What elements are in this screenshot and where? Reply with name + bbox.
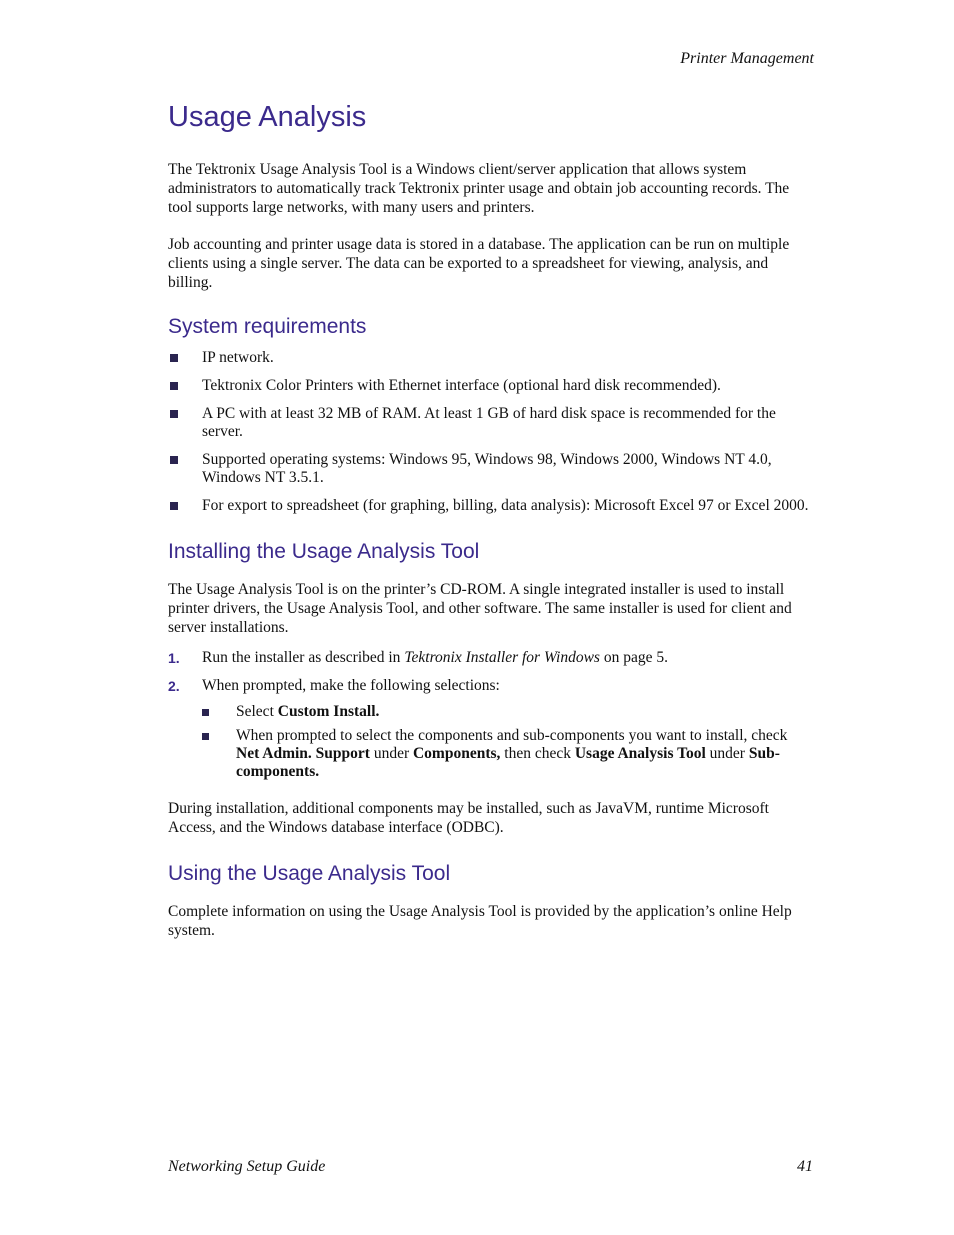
bullet-square-icon [170, 502, 178, 510]
page-number: 41 [797, 1158, 813, 1175]
intro-paragraph-1: The Tektronix Usage Analysis Tool is a Windows client/server application that allows system administrators to automatically track Tektronix printer usage and obtain job accounting records. The tool supports large networks, with many users and printers. [168, 160, 790, 216]
list-item: For export to spreadsheet (for graphing, billing, data analysis): Microsoft Excel 97 or Excel 2000. [168, 497, 813, 515]
bullet-square-icon [202, 733, 209, 740]
bullet-square-icon [170, 354, 178, 362]
using-paragraph: Complete information on using the Usage Analysis Tool is provided by the application’s online Help system. [168, 903, 792, 940]
list-item: Select Custom Install. [202, 703, 813, 721]
step-number: 2. [168, 678, 180, 695]
installation-note: During installation, additional components may be installed, such as JavaVM, runtime Microsoft Access, and the Windows database interface (ODBC). [168, 800, 769, 837]
bullet-square-icon [170, 382, 178, 390]
using-heading: Using the Usage Analysis Tool [168, 862, 451, 886]
page-title: Usage Analysis [168, 101, 367, 133]
step-number: 1. [168, 650, 180, 667]
intro-paragraph-2: Job accounting and printer usage data is stored in a database. The application can be run on multiple clients using a single server. The data can be exported to a spreadsheet for viewing, analysis, and billing. [168, 235, 790, 291]
requirements-list [168, 349, 813, 515]
installer-reference: Tektronix Installer for Windows [404, 649, 600, 667]
bullet-square-icon [202, 709, 209, 716]
list-item: A PC with at least 32 MB of RAM. At least 1 GB of hard disk space is recommended for the server. [168, 405, 813, 441]
bullet-square-icon [170, 456, 178, 464]
list-item: Supported operating systems: Windows 95, Windows 98, Windows 2000, Windows NT 4.0, Windows NT 3.5.1. [168, 451, 813, 487]
guide-title: Networking Setup Guide [168, 1158, 326, 1175]
step-2: 2. When prompted, make the following selections: Select Custom Install. When prompted to select the components and sub-components you want to install, check Net Admin. Support under Components, then check Usage Analysis Tool under Sub-components. [168, 677, 813, 781]
installing-heading: Installing the Usage Analysis Tool [168, 539, 480, 563]
list-item: Tektronix Color Printers with Ethernet interface (optional hard disk recommended). [168, 377, 813, 395]
page-footer [168, 1158, 813, 1176]
selection-list [202, 703, 813, 781]
step-1: 1. Run the installer as described in Tektronix Installer for Windows on page 5. [168, 649, 668, 667]
system-requirements-heading: System requirements [168, 314, 367, 338]
installing-paragraph: The Usage Analysis Tool is on the printer’s CD-ROM. A single integrated installer is used to install printer drivers, the Usage Analysis Tool, and other software. The same installer is used for client and server installations. [168, 581, 792, 637]
list-item: When prompted to select the components and sub-components you want to install, check Net Admin. Support under Components, then check Usage Analysis Tool under Sub-components. [202, 727, 813, 781]
running-head: Printer Management [680, 50, 814, 67]
install-steps [168, 649, 813, 781]
bullet-square-icon [170, 410, 178, 418]
list-item: IP network. [168, 349, 813, 367]
page-content [168, 100, 813, 940]
